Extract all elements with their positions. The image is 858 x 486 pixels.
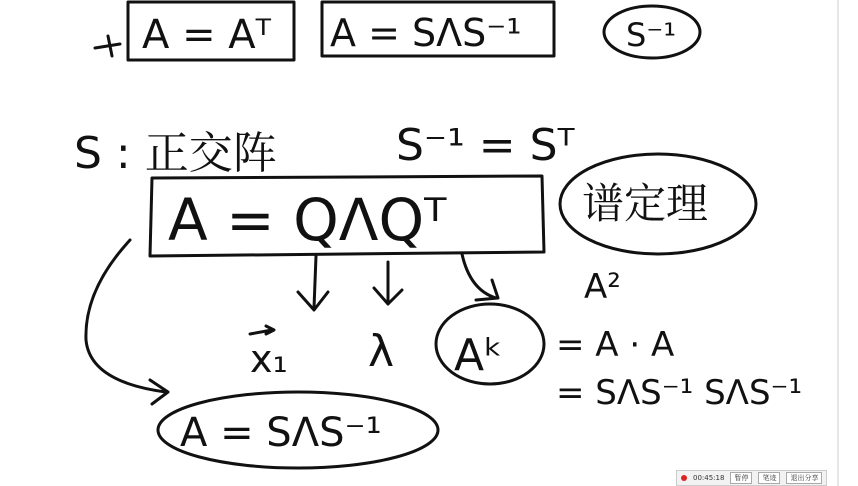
eigenvector-label: x₁ xyxy=(250,337,288,381)
symmetric-formula: A = Aᵀ xyxy=(142,12,272,58)
diagonalization-formula: A = SΛS⁻¹ xyxy=(330,11,522,55)
recording-toolbar xyxy=(676,470,827,486)
eigenvalue-label: λ xyxy=(368,326,395,377)
pause-button[interactable]: 暂停 xyxy=(730,472,752,484)
vector-arrow-icon xyxy=(250,326,274,334)
a-squared: A² xyxy=(584,267,621,307)
curved-arrow-icon xyxy=(86,240,168,404)
power-eq-1: = A · A xyxy=(556,325,675,365)
orthogonal-identity: S⁻¹ = Sᵀ xyxy=(396,120,575,171)
pen-button[interactable]: 笔迹 xyxy=(758,472,780,484)
spectral-theorem-text: 谱定理 xyxy=(582,179,709,228)
s-inverse-text: S⁻¹ xyxy=(626,16,677,54)
arrow-q-icon xyxy=(298,256,328,310)
bottom-formula: A = SΛS⁻¹ xyxy=(180,410,382,456)
arrow-qt-icon xyxy=(462,254,498,300)
spectral-formula: A = QΛQᵀ xyxy=(168,186,447,254)
recording-time: 00:45:18 xyxy=(693,474,725,482)
arrow-mark-icon xyxy=(95,36,120,56)
orthogonal-label: S : 正交阵 xyxy=(74,128,277,179)
exit-share-button[interactable]: 退出分享 xyxy=(786,472,822,484)
a-power-text: Aᵏ xyxy=(454,330,503,381)
arrow-lambda-icon xyxy=(374,262,402,304)
power-eq-2: = SΛS⁻¹ SΛS⁻¹ xyxy=(556,373,803,413)
recording-dot-icon xyxy=(681,475,687,481)
